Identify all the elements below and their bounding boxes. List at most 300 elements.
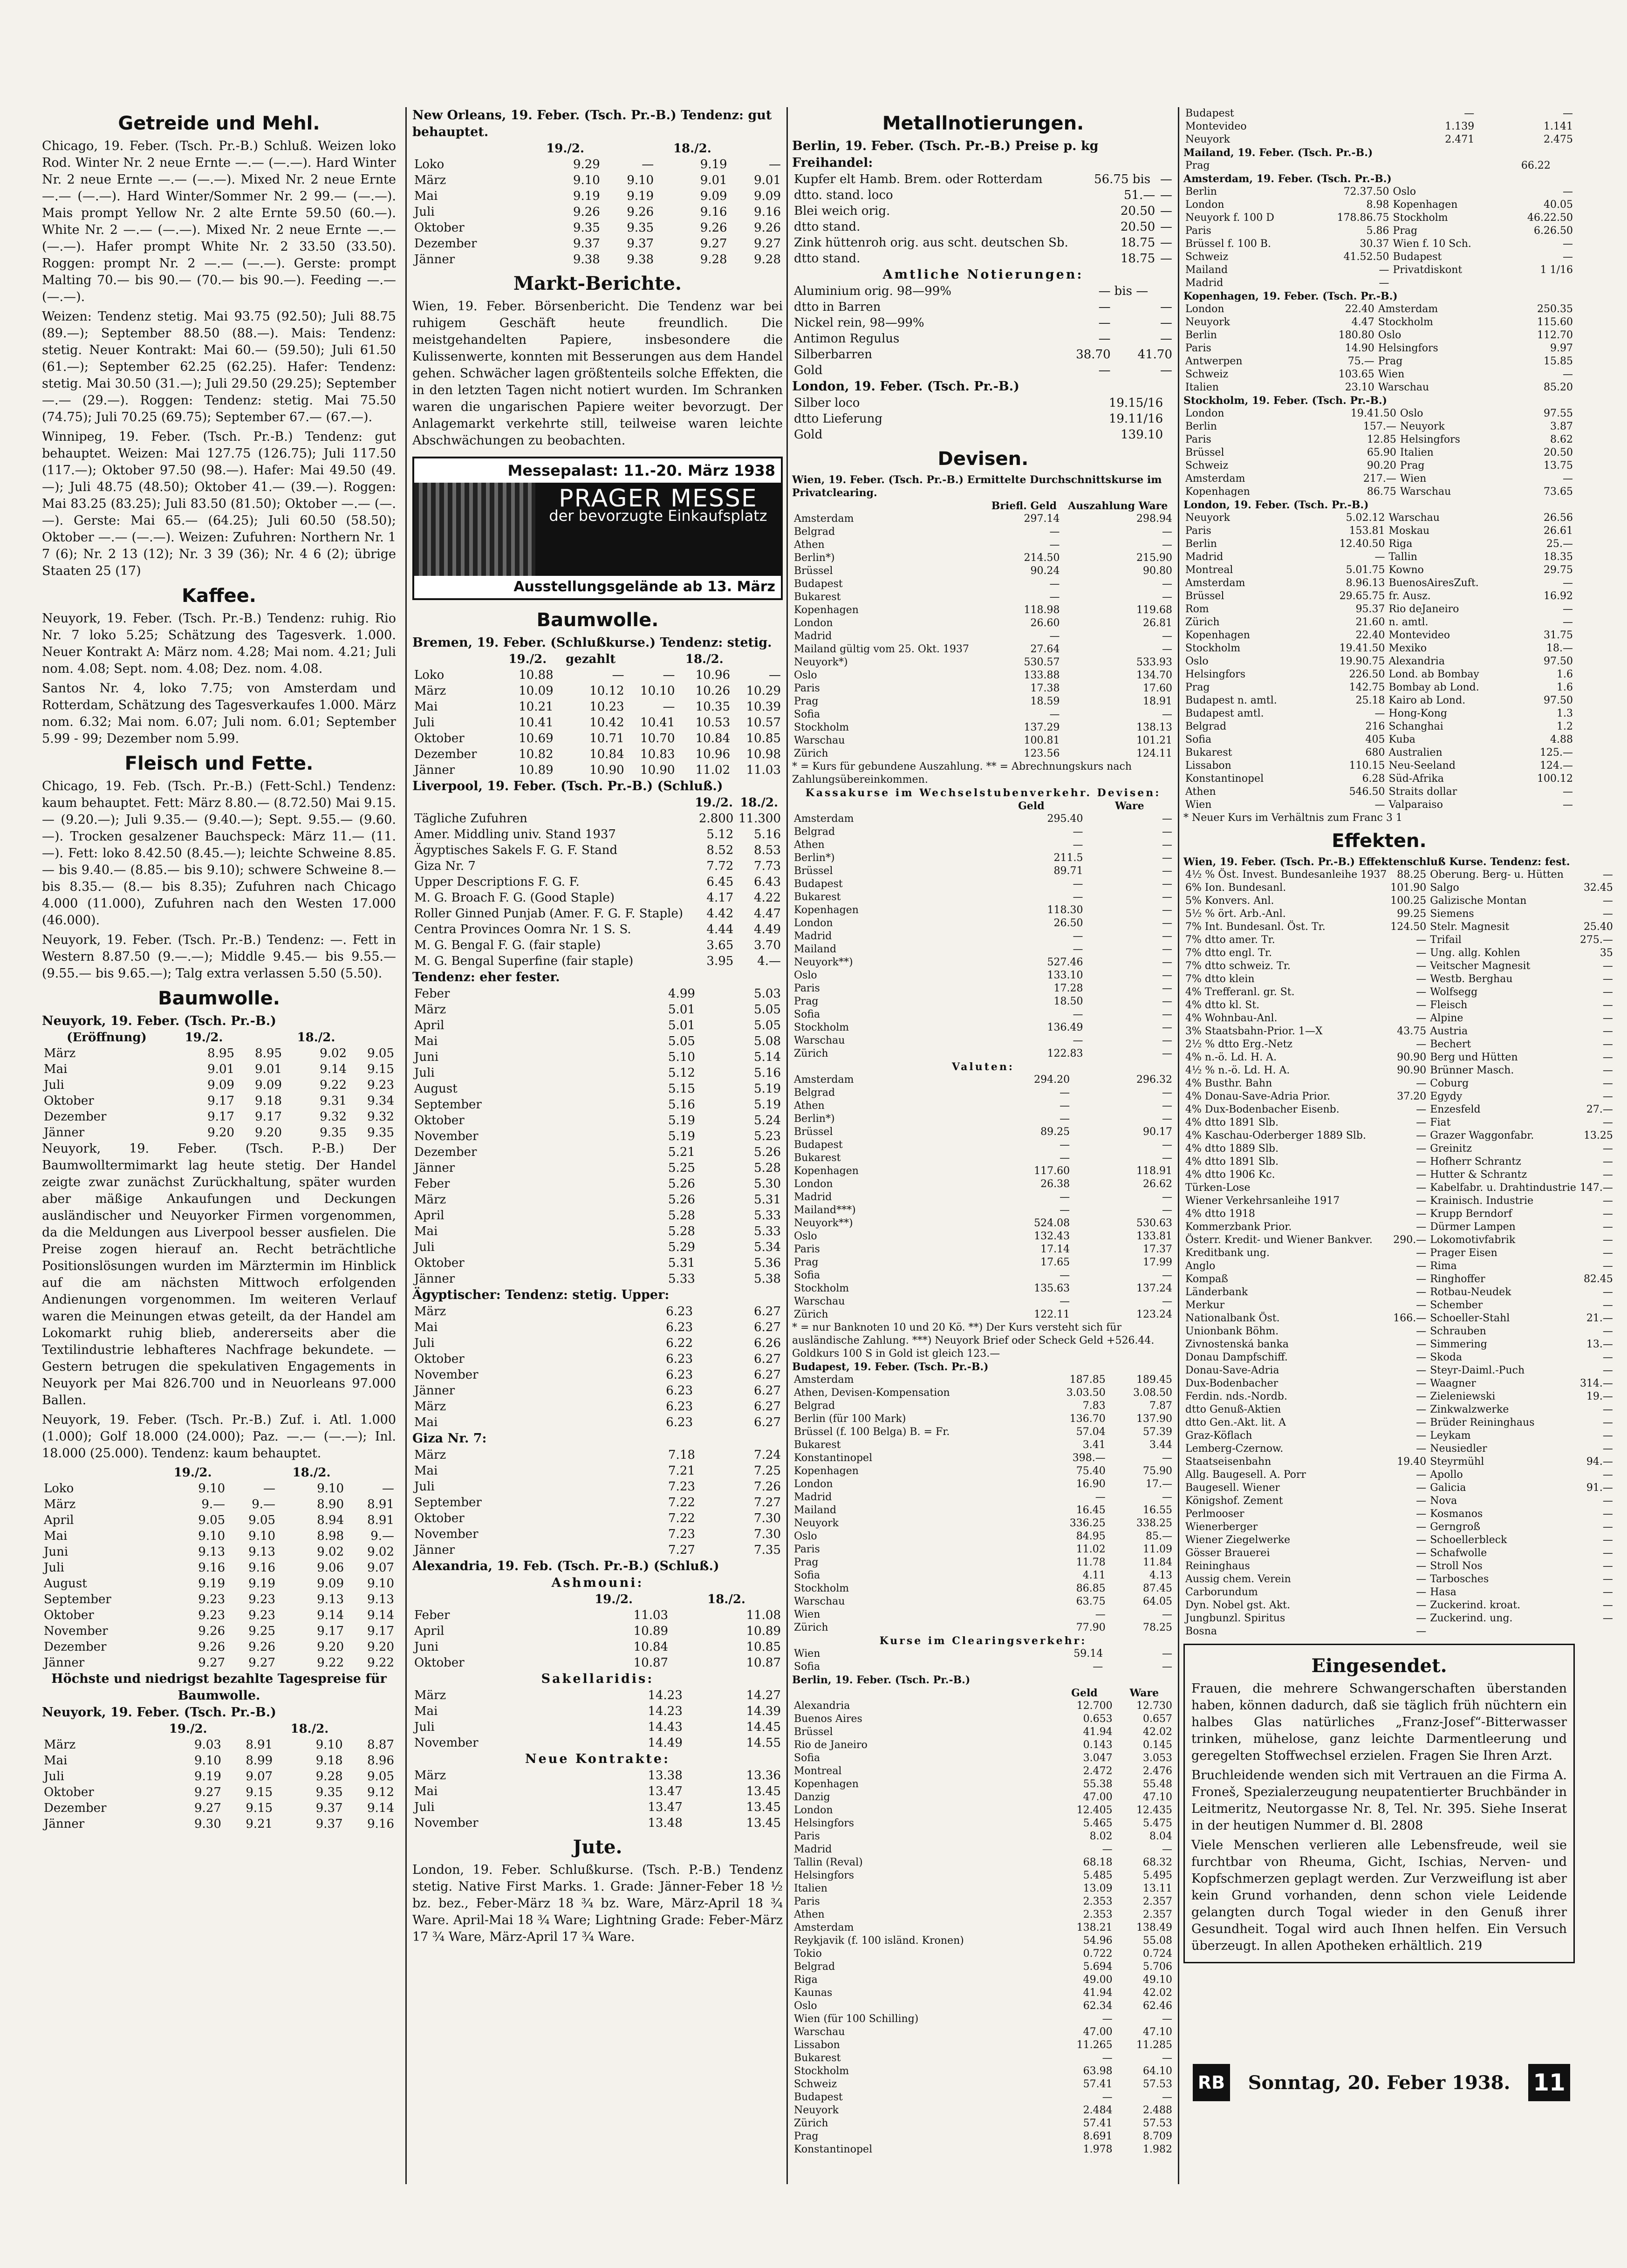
table-cell: Neuyork**) xyxy=(794,956,853,968)
table-cell: 18.75 xyxy=(1120,236,1155,250)
table-row xyxy=(42,1077,396,1093)
table-cell: Sofia xyxy=(794,1009,820,1020)
table-cell: 5.465 xyxy=(1083,1817,1113,1829)
table-cell: 4½ % Öst. Invest. Bundesanleihe 1937 xyxy=(1185,869,1387,881)
table-cell: — xyxy=(1162,813,1172,825)
table-cell: 30.37 xyxy=(1360,238,1389,250)
table-row xyxy=(412,1414,783,1430)
table-cell: 5% Konvers. Anl. xyxy=(1185,895,1274,907)
valuten-table xyxy=(792,1073,1174,1321)
table-cell: 16.55 xyxy=(1143,1504,1172,1516)
table-row xyxy=(42,1592,396,1607)
column-header: 18./2. xyxy=(673,142,711,156)
heading-markt: Markt-Berichte. xyxy=(513,273,682,294)
table-cell: 4% Dux-Bodenbacher Eisenb. xyxy=(1185,1104,1340,1115)
table-cell: Stockholm xyxy=(1393,212,1448,224)
table-cell: — xyxy=(1602,1352,1613,1363)
table-cell: Bukarest xyxy=(1185,747,1232,758)
table-cell: 187.85 xyxy=(1069,1374,1106,1386)
table-row xyxy=(1183,159,1575,172)
table-cell: London xyxy=(794,1478,833,1490)
table-row xyxy=(792,1021,1174,1034)
table-row xyxy=(792,1739,1174,1752)
table-cell: 13.38 xyxy=(648,1769,683,1783)
table-row xyxy=(412,1081,783,1097)
table-cell: Carborundum xyxy=(1185,1586,1258,1598)
table-row xyxy=(412,1542,783,1558)
fleisch-report: Chicago, 19. Feb. (Tsch. Pr.-B.) (Fett-Schl.) Tendenz: kaum behauptet. Fett: März 8.80.— (8.72.50) Mai 9.15.— (9.20.—); Juli 9.35.— (9.40.—); Sept. 9.55.— (9.60.—). Trocken gesalzener Bauchspeck: März 11.— (11.—). Fett: loko 8.42.50 (8.45.—); leichte Schweine 8.85.— bis 9.40.— (8.85.— bis 9.10); schwere Schweine 8.— bis 8.35.— (8.— bis 8.35); Zufuhren nach Chicago 4.000 (11.000), Zufuhren nach den Westen 17.000 (46.000). xyxy=(42,779,396,928)
table-cell: Loko xyxy=(414,157,444,171)
table-row xyxy=(792,1308,1174,1321)
table-cell: Montevideo xyxy=(1388,629,1450,641)
table-cell: 16.45 xyxy=(1076,1504,1106,1516)
table-row xyxy=(1183,1495,1615,1508)
table-row xyxy=(1183,225,1575,238)
table-cell: Zuckerind. ung. xyxy=(1430,1612,1513,1624)
table-cell: Valparaiso xyxy=(1388,799,1443,811)
table-cell: 13.09 xyxy=(1083,1883,1113,1894)
table-cell: 12.40.50 xyxy=(1339,538,1385,550)
table-row xyxy=(792,1817,1174,1830)
heading-devisen: Devisen. xyxy=(937,448,1029,470)
table-cell: — xyxy=(1416,1038,1427,1050)
table-cell: 9.28 xyxy=(700,253,727,266)
table-cell: 10.42 xyxy=(589,716,624,730)
table-row xyxy=(792,1439,1174,1452)
table-cell: Warschau xyxy=(1378,382,1429,393)
table-cell: 157.— xyxy=(1363,421,1396,432)
table-cell: Bombay ab Lond. xyxy=(1388,682,1479,693)
table-cell: Salgo xyxy=(1430,882,1459,894)
table-cell: Graz-Köflach xyxy=(1185,1430,1252,1441)
table-cell: — xyxy=(1162,630,1172,642)
table-cell: März xyxy=(414,1003,446,1017)
table-cell: Berlin xyxy=(1185,329,1217,341)
table-cell: 82.45 xyxy=(1583,1273,1613,1285)
table-cell: — xyxy=(1416,1273,1427,1285)
table-row xyxy=(412,1208,783,1223)
table-cell: — xyxy=(1162,1204,1172,1216)
table-cell: 4% dtto 1891 Slb. xyxy=(1185,1156,1279,1168)
table-cell: 5.86 xyxy=(1366,225,1389,237)
table-cell: 3.053 xyxy=(1143,1752,1172,1764)
table-row xyxy=(1183,1051,1615,1064)
column-header xyxy=(602,141,656,157)
table-cell: 8.91 xyxy=(367,1497,394,1511)
table-cell: Moskau xyxy=(1388,525,1430,537)
table-cell: Prager Eisen xyxy=(1430,1247,1497,1259)
table-cell: Schanghai xyxy=(1388,721,1443,732)
table-row xyxy=(1183,921,1615,934)
table-cell: — xyxy=(1162,1048,1172,1059)
table-cell: — xyxy=(1162,709,1172,720)
table-cell: Prag xyxy=(794,1257,819,1268)
table-cell: 20.50 xyxy=(1544,447,1573,458)
table-cell: März xyxy=(414,1305,446,1318)
table-row xyxy=(412,890,783,906)
table-cell: 9.20 xyxy=(367,1640,394,1654)
table-cell: Brüssel xyxy=(1185,590,1224,602)
table-cell: 7.73 xyxy=(754,859,781,873)
table-cell: Paris xyxy=(794,1243,820,1255)
table-cell: — xyxy=(1416,1391,1427,1402)
table-cell: 217.— xyxy=(1363,473,1396,485)
table-row xyxy=(792,1961,1174,1974)
table-cell: 405 xyxy=(1365,734,1385,745)
table-cell: — xyxy=(1416,1117,1427,1128)
table-row xyxy=(792,1491,1174,1504)
table-cell: 215.90 xyxy=(1136,552,1172,564)
table-cell: 6.28 xyxy=(1362,773,1385,785)
table-cell: BuenosAiresZuft. xyxy=(1388,577,1479,589)
table-cell: Budapest xyxy=(794,2091,843,2103)
table-cell: Westb. Berghau xyxy=(1430,973,1513,985)
table-cell: — xyxy=(1416,1299,1427,1311)
table-cell: 139.10 xyxy=(1121,428,1163,442)
table-cell: 9.16 xyxy=(700,205,727,219)
table-cell: 97.55 xyxy=(1544,408,1573,419)
table-cell: — xyxy=(1416,1195,1427,1207)
table-cell: 42.02 xyxy=(1143,1726,1172,1738)
table-cell: Coburg xyxy=(1430,1078,1469,1089)
table-cell: — xyxy=(1162,591,1172,603)
table-cell: — xyxy=(1379,264,1389,276)
table-cell: 4.— xyxy=(757,954,781,968)
dev-table xyxy=(792,499,1174,760)
table-cell: 100.12 xyxy=(1537,773,1573,785)
table-cell: — xyxy=(1162,1113,1172,1125)
table-row xyxy=(792,512,1174,526)
table-cell: 0.653 xyxy=(1083,1713,1113,1725)
table-cell: 7.18 xyxy=(668,1448,695,1462)
table-row xyxy=(792,1217,1174,1230)
table-cell: 9.27 xyxy=(754,237,781,251)
dev-head: Wien, 19. Feber. (Tsch. Pr.-B.) Ermittelte Durchschnittskurse im Privatclearing. xyxy=(792,474,1162,499)
table-cell: 89.25 xyxy=(1040,1126,1070,1138)
table-cell: Neuyork xyxy=(794,2104,839,2116)
table-row xyxy=(792,1465,1174,1478)
table-row xyxy=(792,643,1174,656)
table-cell: Baugesell. Wiener xyxy=(1185,1482,1280,1494)
table-cell: 134.70 xyxy=(1136,669,1172,681)
column-header: 19./2. xyxy=(173,1466,212,1480)
table-cell: 21.— xyxy=(1586,1312,1613,1324)
table-row xyxy=(1183,342,1575,355)
table-row xyxy=(1183,1442,1615,1455)
table-cell: dtto in Barren xyxy=(794,300,881,314)
table-cell: 7.22 xyxy=(668,1496,695,1510)
table-cell: Stockholm xyxy=(794,1022,849,1033)
table-cell: — xyxy=(1416,1221,1427,1233)
table-cell: Berlin xyxy=(1185,538,1217,550)
table-row xyxy=(792,2117,1174,2130)
table-row xyxy=(1183,303,1575,316)
table-cell: 91.— xyxy=(1586,1482,1613,1494)
table-cell: — xyxy=(1073,891,1083,903)
table-cell: — xyxy=(1162,839,1172,851)
table-cell: 189.45 xyxy=(1136,1374,1172,1386)
column-header: Geld xyxy=(1071,1687,1098,1699)
table-cell: April xyxy=(414,1624,444,1638)
table-cell: 72.37.50 xyxy=(1343,186,1389,198)
table-cell: — xyxy=(1563,108,1573,119)
column-header: 18./2. xyxy=(292,1466,331,1480)
table-row xyxy=(1183,999,1615,1012)
table-cell: dtto Gen.-Akt. lit. A xyxy=(1185,1417,1286,1428)
table-row xyxy=(412,1399,783,1414)
table-cell: 86.85 xyxy=(1076,1583,1106,1594)
table-cell: 11.285 xyxy=(1136,2039,1172,2051)
table-header xyxy=(42,1465,396,1481)
table-cell: Helsingfors xyxy=(1378,342,1438,354)
table-cell: 9.14 xyxy=(320,1062,347,1076)
table-cell: 124.50 xyxy=(1390,921,1427,933)
table-row xyxy=(792,1543,1174,1556)
table-cell: Zürich xyxy=(794,748,828,759)
table-cell: 10.71 xyxy=(589,731,624,745)
table-row xyxy=(412,1176,783,1192)
table-cell: 12.405 xyxy=(1076,1804,1113,1816)
table-row xyxy=(792,347,1174,362)
hoechst-table xyxy=(42,1721,396,1832)
table-cell: Mai xyxy=(414,1704,438,1718)
table-row xyxy=(1183,264,1575,277)
table-cell: Mexiko xyxy=(1388,642,1427,654)
table-cell: 4.42 xyxy=(706,907,734,921)
table-cell: 5.19 xyxy=(754,1082,781,1096)
table-cell: 9.02 xyxy=(367,1545,394,1559)
table-cell: — xyxy=(1416,960,1427,972)
table-row xyxy=(792,630,1174,643)
table-cell: Berlin xyxy=(1185,421,1217,432)
table-cell: 2.471 xyxy=(1445,134,1475,145)
table-cell: Madrid xyxy=(794,1491,832,1503)
table-row xyxy=(792,2013,1174,2026)
table-cell: 137.29 xyxy=(1024,722,1060,733)
table-cell: 9.10 xyxy=(198,1482,226,1496)
table-cell: Schoeller-Stahl xyxy=(1430,1312,1510,1324)
table-cell: Kopenhagen xyxy=(794,604,859,616)
table-cell: Ringhoffer xyxy=(1430,1273,1485,1285)
table-cell: 10.89 xyxy=(633,1624,669,1638)
table-cell: Belgrad xyxy=(794,826,835,838)
table-cell: — xyxy=(1416,973,1427,985)
table-cell: 9.27 xyxy=(700,237,727,251)
table-cell: — xyxy=(1162,1609,1172,1620)
berlin-table xyxy=(792,1687,1174,2156)
table-cell: Stroll Nos xyxy=(1430,1560,1483,1572)
ams-head: Amsterdam, 19. Feber. (Tsch. Pr.-B.) xyxy=(1183,173,1392,185)
table-cell: Aluminium orig. 98—99% xyxy=(794,284,951,298)
table-cell: 5.485 xyxy=(1083,1870,1113,1881)
chicago-report: Chicago, 19. Feber. (Tsch. Pr.-B.) Schluß. Weizen loko Rod. Winter Nr. 2 neue Ernte —.— (—.—). Hard Winter Nr. 2 neue Ernte —.— (—.—). Mixed Nr. 2 neue Ernte —.— (—.—). Hard Winter/Sommer Nr. 2 99.— (—.—). Mais prompt Yellow Nr. 2 alte Ernte 59.50 (60.—). White Nr. 2 —.— (—.—). Mixed Nr. 2 neue Ernte —.— (—.—). Hafer prompt White Nr. 2 33.50 (33.50). Roggen: prompt Nr. 2 —.— (—.—). Gerste: prompt Malting 70.— bis 90.— (70.— bis 90.—). Feeding —.— (—.—). xyxy=(42,139,396,304)
table-header xyxy=(792,1687,1174,1700)
table-cell: — xyxy=(663,668,675,682)
column-header xyxy=(42,1465,158,1481)
table-row xyxy=(1183,1025,1615,1038)
table-cell: — xyxy=(1416,1260,1427,1272)
table-cell: Nova xyxy=(1430,1495,1457,1507)
table-row xyxy=(42,1061,396,1077)
table-row xyxy=(792,826,1174,839)
table-cell: — xyxy=(1602,973,1613,985)
table-cell: 22.40 xyxy=(1355,629,1385,641)
table-cell: 8.94 xyxy=(317,1513,344,1527)
table-row xyxy=(1183,1129,1615,1142)
table-cell: 2.353 xyxy=(1083,1896,1113,1907)
table-cell: 9.07 xyxy=(367,1561,394,1575)
table-cell: — xyxy=(1602,1430,1613,1441)
table-cell: 10.09 xyxy=(519,684,554,698)
table-cell: 97.50 xyxy=(1544,656,1573,667)
table-cell: Staatseisenbahn xyxy=(1185,1456,1272,1468)
table-cell: 7.87 xyxy=(1149,1400,1172,1412)
table-cell: 7% dtto amer. Tr. xyxy=(1185,934,1275,946)
table-row xyxy=(1183,759,1575,772)
table-cell: — xyxy=(612,668,624,682)
table-cell: 26.81 xyxy=(1143,617,1172,629)
table-cell: 10.29 xyxy=(746,684,781,698)
table-cell: 147.— xyxy=(1579,1182,1613,1194)
table-cell: 14.23 xyxy=(648,1704,683,1718)
table-cell: — xyxy=(1160,316,1172,330)
table-cell: 14.39 xyxy=(746,1704,781,1718)
table-row xyxy=(1183,1208,1615,1221)
table-row xyxy=(792,708,1174,721)
table-cell: 55.38 xyxy=(1083,1778,1113,1790)
table-cell: 6.26 xyxy=(754,1336,781,1350)
table-row xyxy=(1183,1234,1615,1247)
table-cell: Juli xyxy=(414,1480,435,1494)
table-cell: November xyxy=(414,1129,479,1143)
table-row xyxy=(792,1974,1174,1987)
table-row xyxy=(412,683,783,699)
table-cell: — xyxy=(1602,1299,1613,1311)
table-cell: 6.23 xyxy=(666,1368,693,1382)
table-cell: Reininghaus xyxy=(1185,1560,1250,1572)
table-row xyxy=(1183,868,1615,881)
table-cell: Lissabon xyxy=(794,2039,840,2051)
table-cell: 136.70 xyxy=(1069,1413,1106,1425)
table-cell: — xyxy=(1162,1452,1172,1464)
table-cell: 1.3 xyxy=(1557,708,1573,719)
table-cell: Athen xyxy=(794,539,825,551)
table-row xyxy=(1183,895,1615,908)
table-cell: 10.96 xyxy=(695,747,731,761)
table-cell: 14.27 xyxy=(746,1688,781,1702)
table-cell: Mai xyxy=(414,1415,438,1429)
table-cell: 5.31 xyxy=(754,1193,781,1207)
table-cell: 5.33 xyxy=(668,1272,695,1286)
table-cell: — xyxy=(1162,1661,1172,1673)
table-cell: 13.45 xyxy=(746,1800,781,1814)
table-cell: Sofia xyxy=(794,1270,820,1281)
table-cell: 9.37 xyxy=(315,1817,343,1831)
table-cell: 9.10 xyxy=(198,1529,226,1543)
table-row xyxy=(1183,947,1615,960)
table-cell: — xyxy=(1416,1365,1427,1376)
table-cell: September xyxy=(414,1098,482,1112)
table-cell: 9.35 xyxy=(320,1126,347,1140)
table-cell: 1.141 xyxy=(1544,121,1573,132)
table-cell: 8.87 xyxy=(367,1738,394,1752)
table-cell: 4.47 xyxy=(754,907,781,921)
table-cell: — xyxy=(1095,1609,1106,1620)
table-cell: dtto stand. xyxy=(794,220,861,234)
table-cell: Paris xyxy=(1185,225,1211,237)
table-cell: Gerngroß xyxy=(1430,1521,1481,1533)
table-cell: Wien xyxy=(794,1609,820,1620)
table-cell: 32.45 xyxy=(1583,882,1613,894)
table-cell: — xyxy=(1162,1296,1172,1307)
table-cell: Wien xyxy=(1400,473,1427,485)
table-cell: London xyxy=(1185,303,1224,315)
table-row xyxy=(792,813,1174,826)
table-cell: Rotbau-Neudek xyxy=(1430,1286,1511,1298)
table-row xyxy=(1183,590,1575,603)
table-cell: 9.10 xyxy=(317,1482,344,1496)
table-cell: 5.694 xyxy=(1083,1961,1113,1973)
table-cell: 10.70 xyxy=(640,731,675,745)
table-cell: Budapest n. amtl. xyxy=(1185,695,1277,706)
table-cell: Madrid xyxy=(794,1844,832,1855)
table-row xyxy=(412,1719,783,1735)
table-cell: Silberbarren xyxy=(794,348,873,362)
table-cell: 55.48 xyxy=(1143,1778,1172,1790)
table-row xyxy=(1183,986,1615,999)
table-cell: 5.21 xyxy=(668,1145,695,1159)
table-row xyxy=(412,1799,783,1815)
table-cell: Berlin (für 100 Mark) xyxy=(794,1413,906,1425)
table-cell: 10.84 xyxy=(589,747,624,761)
table-cell: 10.10 xyxy=(640,684,675,698)
table-cell: 17.99 xyxy=(1143,1257,1172,1268)
table-cell: Wolfsegg xyxy=(1430,986,1478,998)
table-cell: Lemberg-Czernow. xyxy=(1185,1443,1284,1455)
table-cell: 16.90 xyxy=(1076,1478,1106,1490)
heading-fleisch: Fleisch und Fette. xyxy=(124,753,314,774)
table-row xyxy=(412,204,783,220)
table-cell: 5.02.12 xyxy=(1346,512,1385,524)
table-cell: 5.34 xyxy=(754,1240,781,1254)
table-row xyxy=(412,699,783,715)
table-cell: 8.91 xyxy=(246,1738,273,1752)
table-cell: Feber xyxy=(414,1608,450,1622)
table-cell: 13.45 xyxy=(746,1784,781,1798)
table-cell: Mai xyxy=(414,1784,438,1798)
chicago-report-2: Weizen: Tendenz stetig. Mai 93.75 (92.50); Juli 88.75 (89.—); September 88.50 (88.—). Mais: Tendenz: stetig. Neuer Kontrakt: Mai 60.— (59.50); Juli 61.50 (61.—); September 62.25 (62.25). Hafer: Tendenz: stetig. Mai 30.50 (31.—); Juli 29.50 (29.25); September —.— (29.—). Roggen: Tendenz: stetig. Mai 75.50 (74.75); Juli 70.25 (69.75); September 67.— (67.—). xyxy=(42,309,396,424)
table-cell: 9.07 xyxy=(246,1769,273,1783)
table-cell: Gösser Brauerei xyxy=(1185,1547,1270,1559)
table-cell: 41.94 xyxy=(1083,1726,1113,1738)
table-row xyxy=(792,1830,1174,1843)
table-cell: — xyxy=(1162,904,1172,916)
table-cell: M. G. Bengal Superfine (fair staple) xyxy=(414,954,634,968)
table-cell: Brüssel xyxy=(1185,447,1224,458)
table-cell: 9.05 xyxy=(367,1769,394,1783)
table-row xyxy=(792,1008,1174,1021)
table-cell: 9.20 xyxy=(255,1126,282,1140)
table-cell: 9.19 xyxy=(194,1769,221,1783)
table-cell: 18.50 xyxy=(1053,996,1083,1007)
table-row xyxy=(792,1139,1174,1152)
table-cell: — xyxy=(1602,1599,1613,1611)
table-cell: Kopenhagen xyxy=(794,1778,859,1790)
table-row xyxy=(412,827,783,842)
table-cell: — xyxy=(1416,1156,1427,1168)
table-row xyxy=(1183,616,1575,629)
table-cell: — xyxy=(1416,1143,1427,1154)
